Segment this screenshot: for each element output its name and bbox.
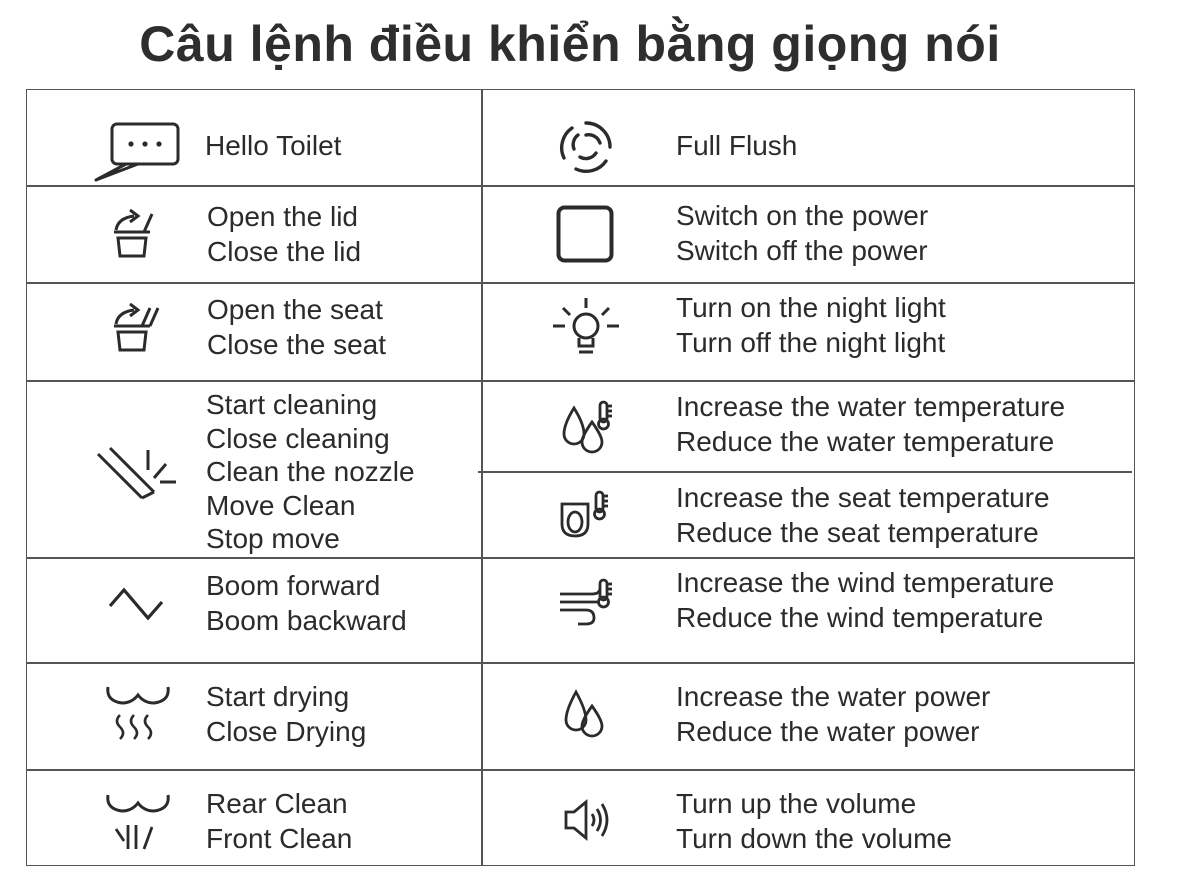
drying-icon [104,681,172,749]
water-temperature-icon [560,400,616,454]
row-divider [26,380,1135,382]
row-divider [26,662,1135,664]
command-text: Switch on the power Switch off the power [676,200,929,266]
seat-icon [110,298,166,354]
command-text: Start cleaning Close cleaning Clean the nozzle Move Clean Stop move [206,389,415,554]
wind-temperature-icon [558,578,618,628]
bulb-icon [551,296,621,360]
swirl-icon [556,118,616,176]
command-text: Increase the water temperature Reduce the water temperature [676,391,1066,457]
power-square-icon [556,205,616,265]
zigzag-icon [108,584,164,624]
command-text: Hello Toilet [205,130,342,161]
command-text: Start drying Close Drying [206,681,367,747]
page-title: Câu lệnh điều khiển bằng giọng nói [139,16,1001,72]
seat-temperature-icon [558,490,614,542]
row-divider [26,557,1135,559]
command-text: Increase the wind temperature Reduce the wind temperature [676,567,1055,633]
row-divider [478,471,1132,473]
command-text: Rear Clean Front Clean [206,788,353,854]
lid-icon [110,206,162,262]
water-drops-icon [562,688,610,740]
command-text: Boom forward Boom backward [206,570,407,636]
command-text: Full Flush [676,130,798,161]
command-text: Open the seat Close the seat [207,294,386,360]
row-divider [26,282,1135,284]
column-divider [481,89,483,866]
row-divider [26,185,1135,187]
command-text: Increase the water power Reduce the water power [676,681,991,747]
nozzle-spray-icon [96,442,180,506]
command-text: Turn on the night light Turn off the night light [676,292,946,358]
speaker-icon [562,798,614,842]
row-divider [26,769,1135,771]
command-text: Open the lid Close the lid [207,201,362,267]
speech-bubble-icon [94,120,184,184]
command-text: Turn up the volume Turn down the volume [676,788,952,854]
rear-front-clean-icon [104,789,172,855]
command-text: Increase the seat temperature Reduce the seat temperature [676,482,1050,548]
